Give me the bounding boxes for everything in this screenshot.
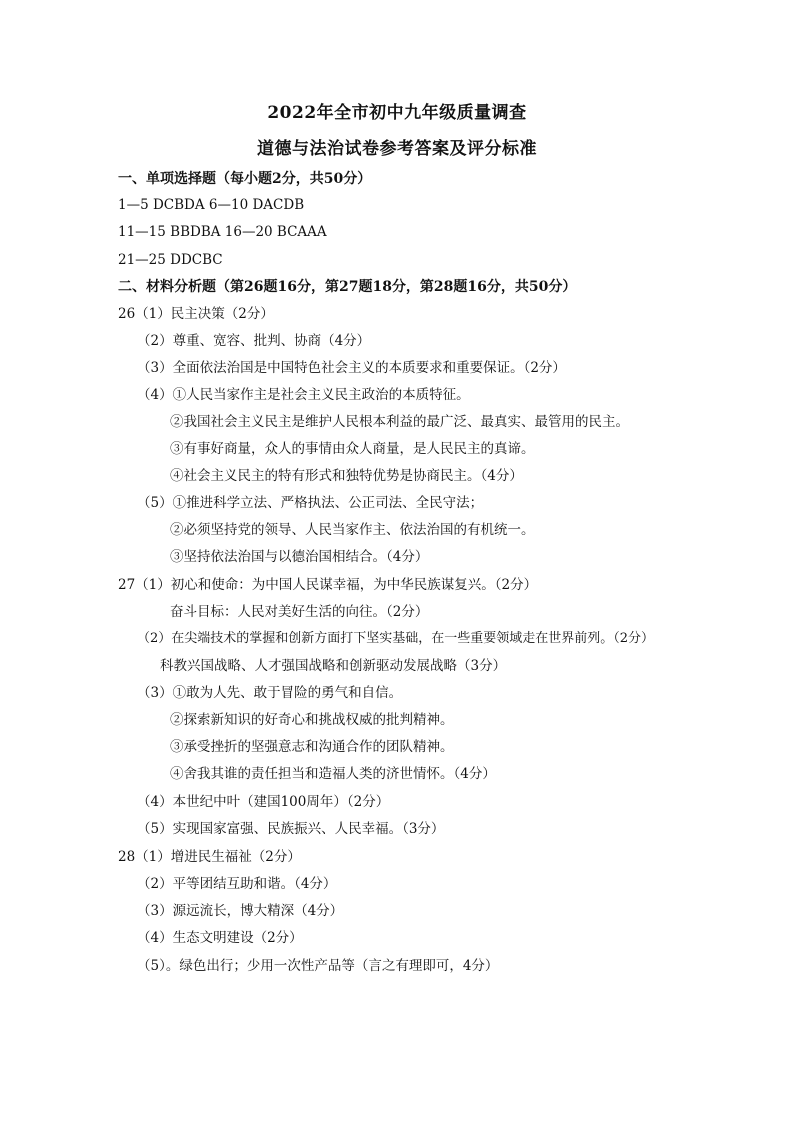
q28-line: （5）。绿色出行；少用一次性产品等（言之有理即可，4分） — [137, 958, 499, 974]
q27-line: 奋斗目标：人民对美好生活的向往。（2分） — [170, 604, 429, 620]
q27-line: （4）本世纪中叶（建国100周年）（2分） — [137, 794, 390, 810]
q26-line: （5）①推进科学立法、严格执法、公正司法、全民守法； — [137, 495, 484, 511]
q28-line: （2）平等团结互助和谐。（4分） — [137, 876, 337, 892]
q26-line: ④社会主义民主的特有形式和独特优势是协商民主。（4分） — [170, 468, 523, 484]
q26-line: （4）①人民当家作主是社会主义民主政治的本质特征。 — [137, 387, 470, 403]
q27-line: （2）在尖端技术的掌握和创新方面打下坚实基础，在一些重要领域走在世界前列。（2分） — [137, 631, 655, 646]
q26-line: （2）尊重、宽容、批判、协商（4分） — [137, 333, 371, 349]
q26-line: ③有事好商量，众人的事情由众人商量，是人民民主的真谛。 — [170, 441, 535, 457]
q26-line: ③坚持依法治国与以德治国相结合。（4分） — [170, 549, 429, 565]
section2-heading: 二、材料分析题（第26题16分，第27题18分，第28题16分，共50分） — [118, 279, 577, 295]
q28-line: 28（1）增进民生福祉（2分） — [118, 849, 301, 865]
q27-line: ②探索新知识的好奇心和挑战权威的批判精神。 — [170, 712, 454, 728]
q28-line: （4）生态文明建设（2分） — [137, 930, 303, 946]
page-subtitle: 道德与法治试卷参考答案及评分标准 — [257, 139, 537, 159]
q26-line: （3）全面依法治国是中国特色社会主义的本质要求和重要保证。（2分） — [137, 360, 566, 376]
q27-line: （5）实现国家富强、民族振兴、人民幸福。（3分） — [137, 821, 445, 837]
q27-line: 27（1）初心和使命：为中国人民谋幸福，为中华民族谋复兴。（2分） — [118, 577, 538, 593]
section1-heading: 一、单项选择题（每小题2分，共50分） — [118, 171, 372, 187]
q26-line: ②我国社会主义民主是维护人民根本利益的最广泛、最真实、最管用的民主。 — [170, 414, 629, 430]
q26-line: 26（1）民主决策（2分） — [118, 306, 274, 322]
answer-row: 21—25 DDCBC — [118, 252, 223, 268]
q26-line: ②必须坚持党的领导、人民当家作主、依法治国的有机统一。 — [170, 522, 535, 538]
page-title: 2022年全市初中九年级质量调查 — [267, 103, 527, 123]
q27-line: ④舍我其谁的责任担当和造福人类的济世情怀。（4分） — [170, 766, 496, 782]
q27-line: （3）①敢为人先、敢于冒险的勇气和自信。 — [137, 685, 403, 701]
answer-row: 1—5 DCBDA 6—10 DACDB — [118, 197, 305, 213]
answer-row: 11—15 BBDBA 16—20 BCAAA — [118, 224, 327, 240]
q27-line: ③承受挫折的坚强意志和沟通合作的团队精神。 — [170, 739, 454, 755]
q27-line: 科教兴国战略、人才强国战略和创新驱动发展战略（3分） — [160, 658, 507, 674]
q28-line: （3）源远流长，博大精深（4分） — [137, 903, 344, 919]
